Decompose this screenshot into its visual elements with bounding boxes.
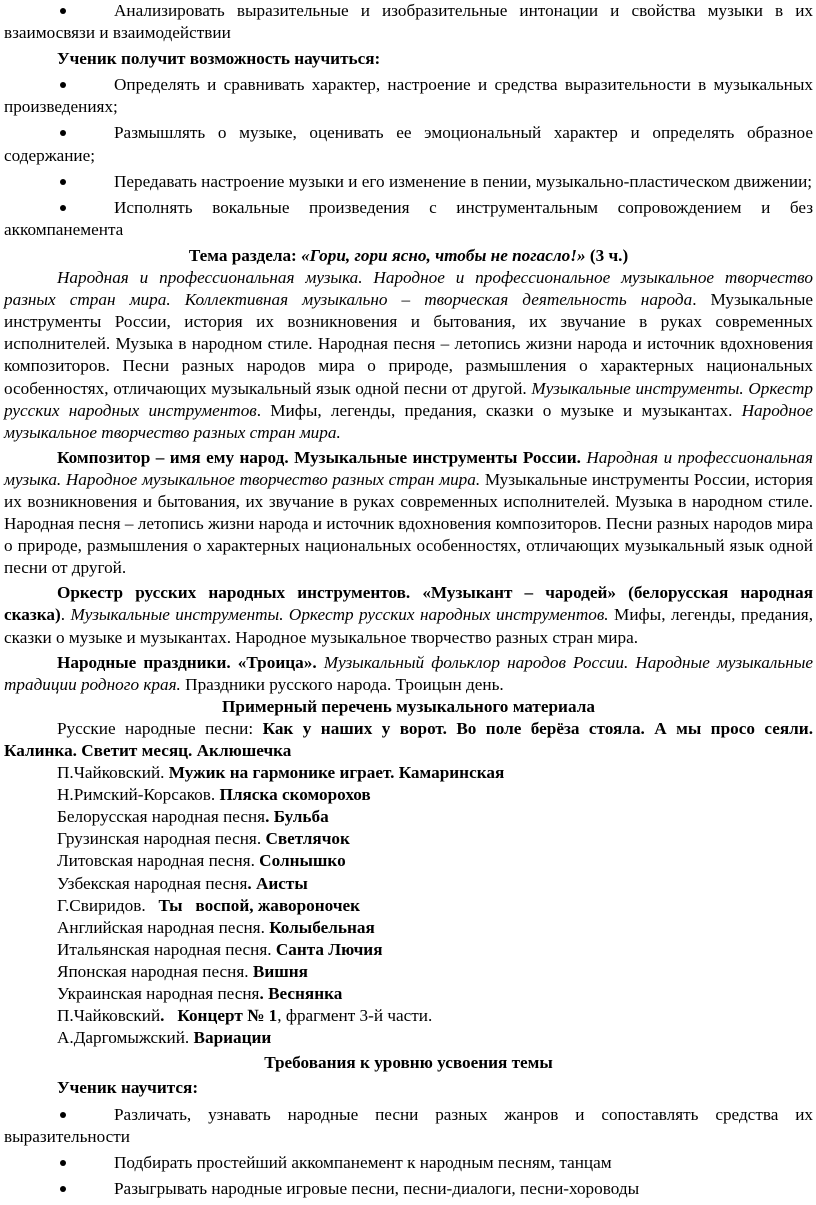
list-item: П.Чайковский. Концерт № 1, фрагмент 3-й части. — [57, 1006, 433, 1026]
list-item: П.Чайковский. Мужик на гармонике играет. Камаринская — [57, 763, 505, 783]
intro-paragraph: Народная и профессиональная музыка. Народное и профессиональное музыкальное творчество разных стран мира. Коллективная музыкально – творческая деятельность народа. Музыкальные инструменты России, история их возникновения и бытования, их звучание в руках современных исполнителей. Музыка в народном стиле. Народная песня – летопись жизни народа и источник вдохновения композиторов. Песни разных народов мира о природе, размышления о характерных национальных особенностях, отличающих музыкальный язык одной песни от другой. Музыкальные инструменты. Оркестр русских народных инструментов. Мифы, легенды, предания, сказки о музыке и музыкантах. Народное музыкальное творчество разных стран мира. — [4, 268, 814, 442]
list-item: Узбекская народная песня. Аисты — [57, 873, 308, 893]
bullet-item: Размышлять о музыке, оценивать ее эмоциональный характер и определять образное содержание; — [4, 123, 813, 165]
bullet-item: Различать, узнавать народные песни разных жанров и сопоставлять средства их выразительности — [4, 1104, 813, 1146]
composer-paragraph: Композитор – имя ему народ. Музыкальные инструменты России. Народная и профессиональная музыка. Народное музыкальное творчество разных стран мира. Музыкальные инструменты России, история их возникновения и бытования, их звучание в руках современных исполнителей. Музыка в народном стиле. Народная песня – летопись жизни народа и источник вдохновения композиторов. Песни разных народов мира о природе, размышления о характерных национальных особенностях, отличающих музыкальный язык одной песни от другой. — [4, 447, 813, 578]
list-item: Н.Римский-Корсаков. Пляска скоморохов — [57, 785, 371, 805]
bullet-item: Подбирать простейший аккомпанемент к народным песням, танцам — [4, 1152, 813, 1174]
heading-material: Примерный перечень музыкального материала — [222, 696, 595, 716]
orchestra-paragraph: Оркестр русских народных инструментов. «Музыкант – чародей» (белорусская народная сказка). Музыкальные инструменты. Оркестр русских народных инструментов. Мифы, легенды, предания, сказки о музыке и музыкантах. Народное музыкальное творчество разных стран мира. — [4, 583, 813, 647]
bullet-item: Разыгрывать народные игровые песни, песни-диалоги, песни-хороводы — [4, 1178, 813, 1200]
section-title: Тема раздела: «Гори, гори ясно, чтобы не погасло!» (3 ч.) — [188, 245, 629, 265]
list-item: Г.Свиридов. Ты воспой, жавороночек — [57, 895, 361, 915]
bullet-icon — [60, 1160, 66, 1166]
list-item: А.Даргомыжский. Вариации — [57, 1028, 272, 1048]
bullet-item: Передавать настроение музыки и его изменение в пении, музыкально-пластическом движении; — [4, 171, 813, 193]
material-list — [4, 762, 813, 1049]
list-item: Английская народная песня. Колыбельная — [57, 917, 375, 937]
list-item: Литовская народная песня. Солнышко — [57, 851, 346, 871]
list-item: Украинская народная песня. Веснянка — [57, 984, 343, 1004]
bullet-icon — [60, 130, 66, 136]
bullet-icon — [60, 179, 66, 185]
list-item: Итальянская народная песня. Санта Лючия — [57, 939, 383, 959]
bullet-item: Исполнять вокальные произведения с инструментальным сопровождением и без аккомпанемента — [4, 197, 813, 239]
holidays-paragraph: Народные праздники. «Троица». Музыкальный фольклор народов России. Народные музыкальные традиции родного края. Праздники русского народа. Троицын день. — [4, 652, 813, 694]
bullet-icon — [60, 82, 66, 88]
bullet-icon — [60, 205, 66, 211]
bullet-item: Определять и сравнивать характер, настроение и средства выразительности в музыкальных произведениях; — [4, 75, 813, 117]
list-item: Белорусская народная песня. Бульба — [57, 807, 329, 827]
bullet-icon — [60, 1112, 66, 1118]
heading-learn: Ученик научится: — [57, 1078, 199, 1098]
heading-requirements: Требования к уровню усвоения темы — [264, 1053, 553, 1073]
bullet-item: Анализировать выразительные и изобразительные интонации и свойства музыки в их взаимосвязи и взаимодействии — [4, 1, 813, 43]
russian-songs: Русские народные песни: Как у наших у ворот. Во поле берёза стояла. А мы просо сеяли. Калинка. Светит месяц. Аклюшечка — [4, 718, 813, 760]
bullet-icon — [60, 1186, 66, 1192]
bullet-icon — [60, 8, 66, 14]
list-item: Грузинская народная песня. Светлячок — [57, 829, 350, 849]
heading-possibility: Ученик получит возможность научиться: — [57, 49, 381, 69]
list-item: Японская народная песня. Вишня — [57, 961, 308, 981]
